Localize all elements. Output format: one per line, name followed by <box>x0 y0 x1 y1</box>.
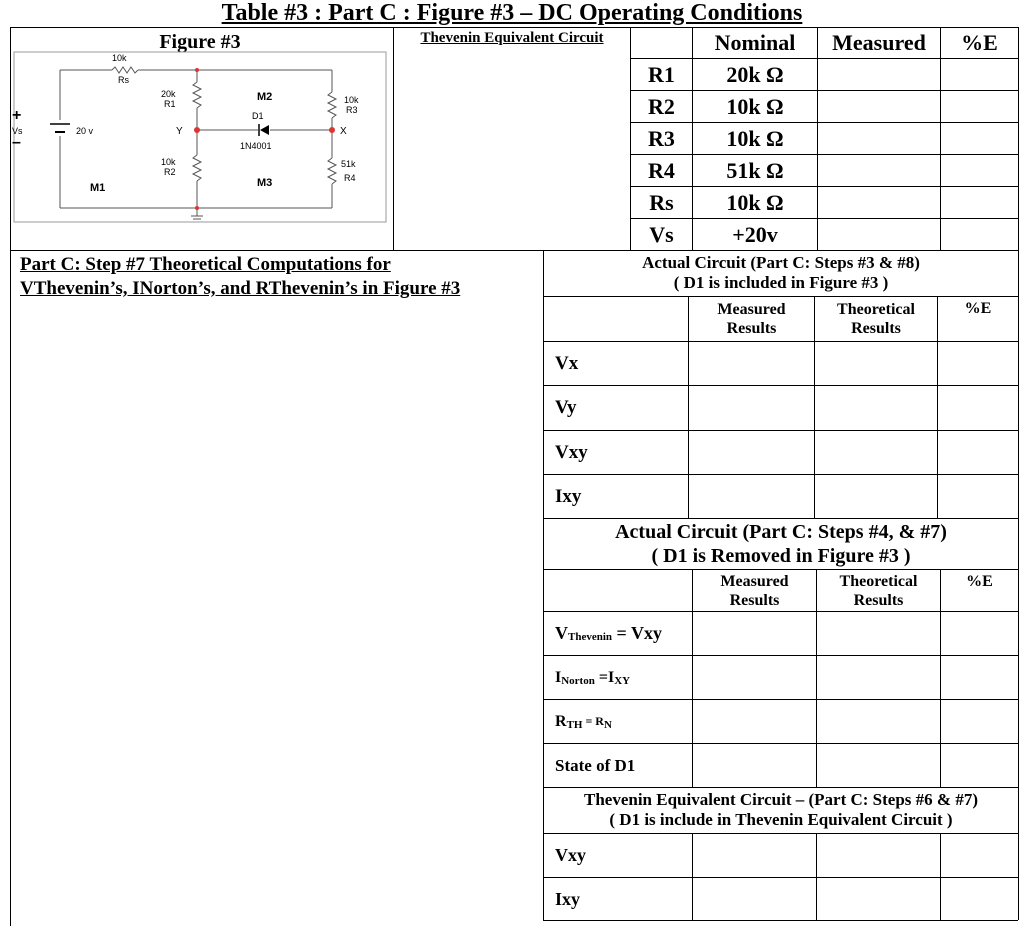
row-state-d1: State of D1 <box>555 755 636 775</box>
component-name: R1 <box>648 61 675 87</box>
svg-text:20 v: 20 v <box>76 126 94 136</box>
step7-heading: Part C: Step #7 Theoretical Computations for VThevenin’s, INorton’s, and RThevenin’s in Figure #3 <box>20 254 461 299</box>
svg-text:+: + <box>12 107 22 124</box>
actual2-col-measured: Measured Results <box>720 573 789 609</box>
svg-text:10k: 10k <box>344 95 359 105</box>
svg-text:M1: M1 <box>90 182 106 194</box>
svg-text:Y: Y <box>176 126 183 137</box>
svg-text:M2: M2 <box>257 91 273 103</box>
component-name: R3 <box>648 125 675 151</box>
component-nominal: 10k Ω <box>726 189 784 215</box>
thevenin-header: Thevenin Equivalent Circuit <box>420 29 604 46</box>
svg-text:1N4001: 1N4001 <box>240 141 272 151</box>
row-vthevenin: V Thevenin = Vxy <box>555 623 662 643</box>
actual1-col-measured: Measured Results <box>717 301 786 337</box>
actual1-row-label: Vx <box>555 352 579 374</box>
actual2-col-pe: %E <box>966 572 993 590</box>
col-measured: Measured <box>832 30 926 55</box>
col-nominal: Nominal <box>714 30 796 55</box>
actual1-row-label: Vxy <box>555 441 588 463</box>
component-nominal: +20v <box>732 221 778 247</box>
row-rth: R TH = R N <box>555 712 612 731</box>
actual1-col-pe: %E <box>964 299 992 317</box>
svg-text:D1: D1 <box>252 111 264 121</box>
component-name: R4 <box>648 157 675 183</box>
component-nominal: 10k Ω <box>726 93 784 119</box>
component-name: R2 <box>648 93 675 119</box>
actual1-row-label: Vy <box>555 397 577 418</box>
actual1-col-theoretical: Theoretical Results <box>837 301 915 337</box>
actual1-title: Actual Circuit (Part C: Steps #3 & #8) ( D1 is included in Figure #3 ) <box>642 253 920 292</box>
circuit-diagram <box>12 50 390 228</box>
svg-text:51k: 51k <box>341 159 356 169</box>
svg-text:R2: R2 <box>164 167 176 177</box>
actual1-row-label: Ixy <box>555 485 582 507</box>
svg-text:10k: 10k <box>161 157 176 167</box>
svg-text:X: X <box>340 126 347 137</box>
thevenin-eq-row-label: Vxy <box>555 845 586 865</box>
component-nominal: 20k Ω <box>726 61 784 87</box>
svg-text:10k: 10k <box>112 53 127 63</box>
svg-text:Vs: Vs <box>12 126 23 136</box>
svg-text:R1: R1 <box>164 99 176 109</box>
svg-text:R4: R4 <box>344 173 356 183</box>
svg-text:M3: M3 <box>257 177 273 189</box>
svg-text:–: – <box>12 134 21 151</box>
svg-text:20k: 20k <box>161 89 176 99</box>
col-pe: %E <box>961 30 998 55</box>
actual2-col-theoretical: Theoretical Results <box>839 573 918 609</box>
component-nominal: 10k Ω <box>726 125 784 151</box>
component-nominal: 51k Ω <box>726 157 784 183</box>
figure-heading: Figure #3 <box>159 30 241 53</box>
svg-text:Rs: Rs <box>118 75 129 85</box>
page-title: Table #3 : Part C : Figure #3 – DC Operating Conditions <box>221 0 803 26</box>
thevenin-eq-title: Thevenin Equivalent Circuit – (Part C: Steps #6 & #7) ( D1 is include in Thevenin Equivalent Circuit ) <box>584 790 978 829</box>
thevenin-eq-row-label: Ixy <box>555 888 581 909</box>
svg-text:R3: R3 <box>346 105 358 115</box>
component-name: Rs <box>649 189 674 215</box>
actual2-title: Actual Circuit (Part C: Steps #4, & #7) ( D1 is Removed in Figure #3 ) <box>615 521 947 567</box>
component-name: Vs <box>649 221 674 247</box>
row-inorton: I Norton =I XY <box>555 668 631 687</box>
